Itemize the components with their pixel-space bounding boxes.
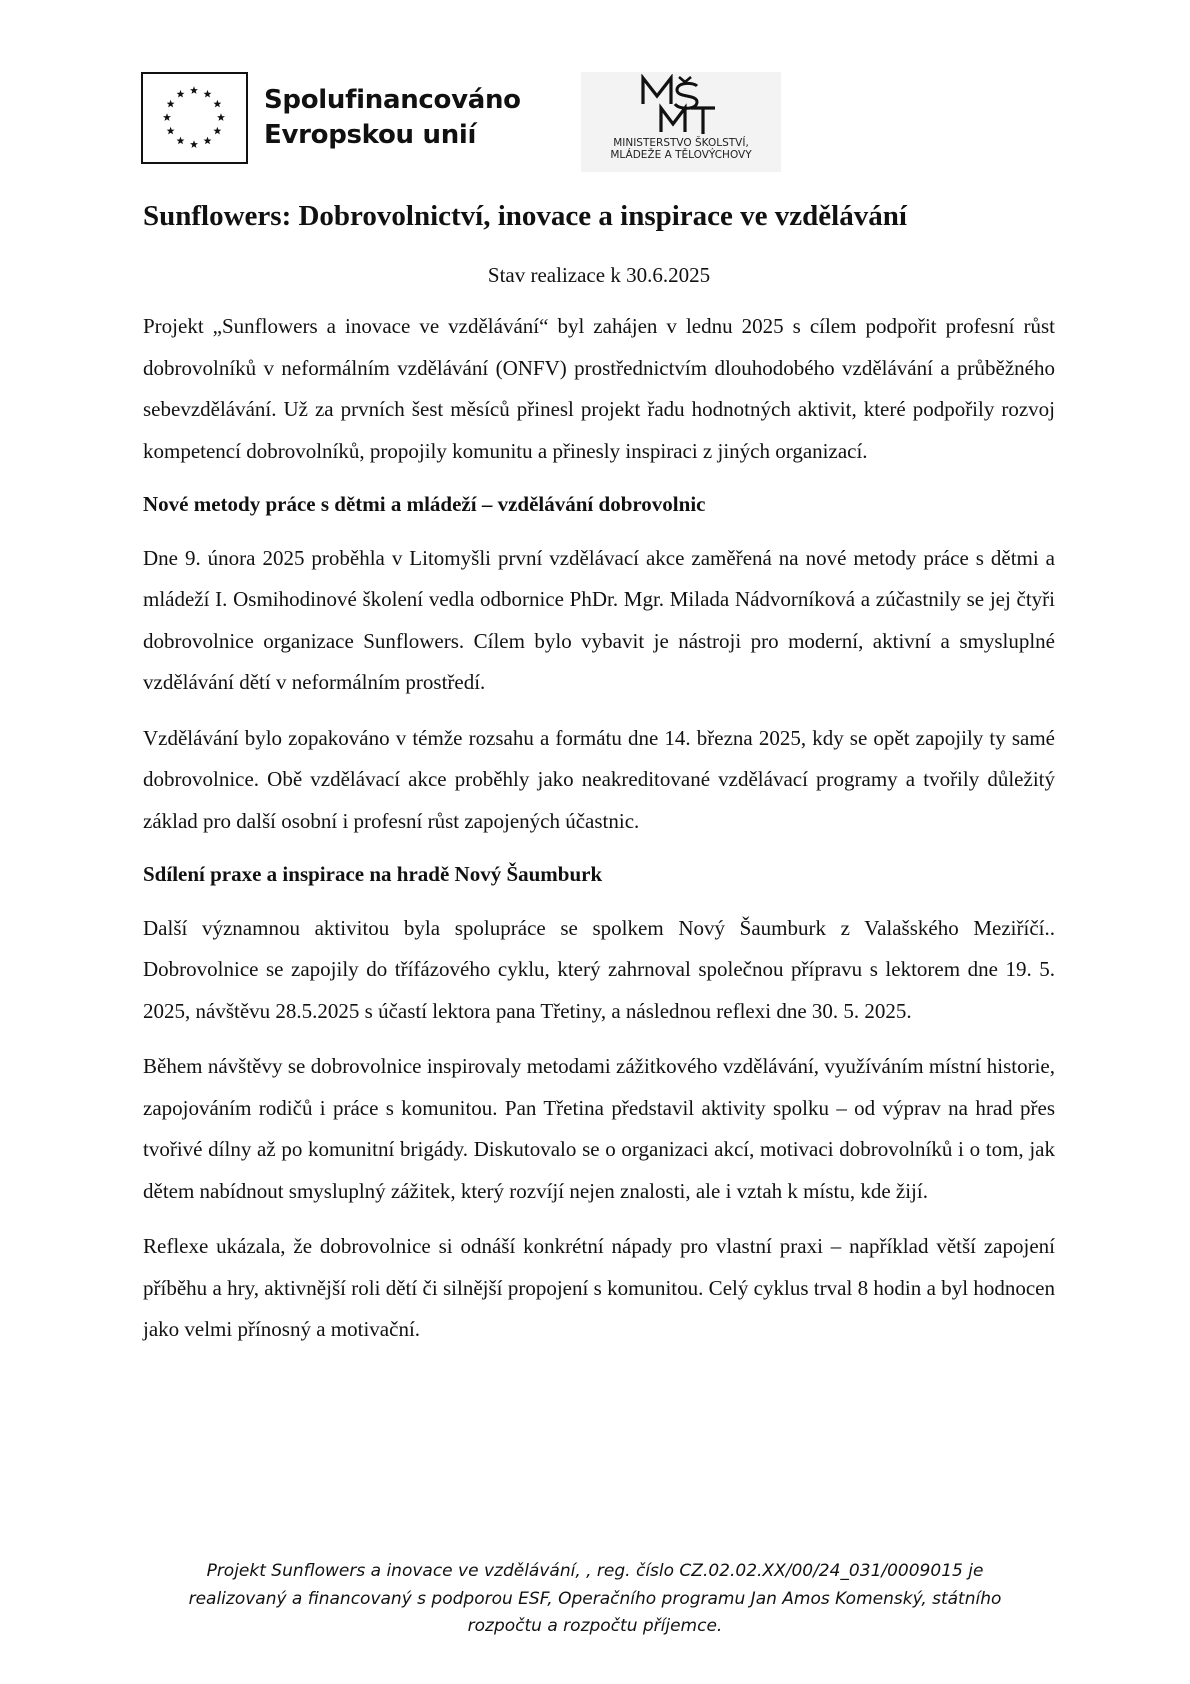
footer-line2: realizovaný a financovaný s podporou ESF, Operačního programu Jan Amos Komenský, státního bbox=[188, 1588, 1002, 1609]
section2-paragraph-1: Další významnou aktivitou byla spolupráce se spolkem Nový Šaumburk z Valašského Meziříčí.. Dobrovolnice se zapojily do třífázového cyklu, který zahrnoval společnou přípravu s lektorem dne 19. 5. 2025, návštěvu 28.5.2025 s účastí lektora pana Třetiny, a následnou reflexi dne 30. 5. 2025. bbox=[143, 915, 1055, 1023]
msmt-logo bbox=[581, 72, 781, 172]
eu-star-icon bbox=[190, 140, 198, 148]
footer-line3: rozpočtu a rozpočtu příjemce. bbox=[467, 1616, 723, 1636]
eu-star-icon bbox=[204, 137, 212, 145]
intro-paragraph: Projekt „Sunflowers a inovace ve vzdělávání“ byl zahájen v lednu 2025 s cílem podpořit profesní růst dobrovolníků v neformálním vzdělávání (ONFV) prostřednictvím dlouhodobého vzdělávání a průběžného sebevzdělávání. Už za prvních šest měsíců přinesl projekt řadu hodnotných aktivit, které podpořily rozvoj kompetencí dobrovolníků, propojily komunitu a přinesly inspiraci z jiných organizací. bbox=[143, 314, 1055, 463]
eu-star-icon bbox=[163, 113, 171, 121]
funding-footer bbox=[150, 1558, 1040, 1641]
eu-star-icon bbox=[217, 113, 225, 121]
eu-star-icon bbox=[190, 86, 198, 94]
eu-flag-icon bbox=[141, 72, 248, 164]
section1-paragraph-2: Vzdělávání bylo zopakováno v témže rozsahu a formátu dne 14. března 2025, kdy se opět zapojily ty samé dobrovolnice. Obě vzdělávací akce proběhly jako neakreditované vzdělávací programy a tvořily důležitý základ pro další osobní i profesní růst zapojených účastnic. bbox=[143, 725, 1055, 833]
eu-cofinanced-logo bbox=[141, 72, 521, 164]
section-heading-new-methods: Nové metody práce s dětmi a mládeží – vzdělávání dobrovolnic bbox=[143, 492, 706, 516]
eu-star-icon bbox=[167, 127, 175, 135]
section2-paragraph-2: Během návštěvy se dobrovolnice inspirovaly metodami zážitkového vzdělávání, využíváním místní historie, zapojováním rodičů i práce s komunitou. Pan Třetina představil aktivity spolku – od výprav na hrad přes tvořivé dílny až po komunitní brigády. Diskutovalo se o organizaci akcí, motivaci dobrovolníků i o tom, jak dětem nabídnout smysluplný zážitek, který rozvíjí nejen znalosti, ale i vztah k místu, kde žijí. bbox=[143, 1054, 1055, 1203]
msmt-logo-line2: MLÁDEŽE A TĚLOVÝCHOVY bbox=[610, 149, 752, 161]
section2-paragraph-3: Reflexe ukázala, že dobrovolnice si odnáší konkrétní nápady pro vlastní praxi – například větší zapojení příběhu a hry, aktivnější roli dětí či silnější propojení s komunitou. Celý cyklus trval 8 hodin a byl hodnocen jako velmi přínosný a motivační. bbox=[143, 1234, 1055, 1341]
msmt-logo-line1: MINISTERSTVO ŠKOLSTVÍ, bbox=[613, 137, 749, 149]
eu-logo-line2: Evropskou unií bbox=[264, 120, 477, 150]
msmt-logo-text bbox=[581, 137, 781, 161]
eu-star-icon bbox=[177, 90, 185, 98]
eu-star-icon bbox=[204, 90, 212, 98]
section-heading-saumburk: Sdílení praxe a inspirace na hradě Nový Šaumburk bbox=[143, 862, 603, 886]
msmt-monogram-icon bbox=[639, 74, 723, 136]
document-body bbox=[143, 196, 1055, 1351]
eu-star-icon bbox=[213, 100, 221, 108]
eu-logo-text bbox=[264, 83, 521, 153]
logo-bar bbox=[141, 72, 781, 172]
footer-line1: Projekt Sunflowers a inovace ve vzdělávání, , reg. číslo CZ.02.02.XX/00/24_031/0009015 je bbox=[206, 1561, 984, 1581]
eu-star-icon bbox=[213, 127, 221, 135]
status-date: Stav realizace k 30.6.2025 bbox=[487, 263, 711, 287]
eu-star-icon bbox=[167, 100, 175, 108]
document-title: Sunflowers: Dobrovolnictví, inovace a inspirace ve vzdělávání bbox=[143, 200, 907, 232]
eu-logo-line1: Spolufinancováno bbox=[264, 85, 521, 115]
section1-paragraph-1: Dne 9. února 2025 proběhla v Litomyšli první vzdělávací akce zaměřená na nové metody práce s dětmi a mládeží I. Osmihodinové školení vedla odbornice PhDr. Mgr. Milada Nádvorníková a zúčastnily se jej čtyři dobrovolnice organizace Sunflowers. Cílem bylo vybavit je nástroji pro moderní, aktivní a smysluplné vzdělávání dětí v neformálním prostředí. bbox=[143, 545, 1055, 694]
eu-star-icon bbox=[177, 137, 185, 145]
